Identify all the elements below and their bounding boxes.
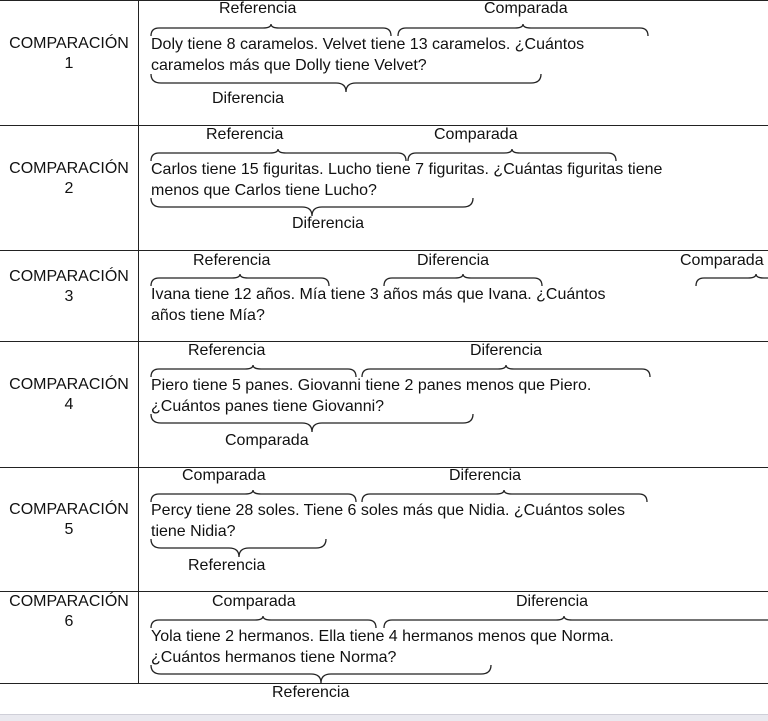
- label-referencia: Referencia: [272, 684, 350, 701]
- row-category: [0, 592, 138, 632]
- row-category: [0, 500, 138, 540]
- label-diferencia: Diferencia: [417, 252, 490, 269]
- brace-comparada: [696, 274, 768, 288]
- problem-line-1: Yola tiene 2 hermanos. Ella tiene 4 hermanos menos que Norma.: [151, 628, 614, 645]
- problem-line-2: ¿Cuántos hermanos tiene Norma?: [151, 649, 397, 666]
- row-divider: [0, 250, 768, 251]
- category-number: 3: [64, 288, 74, 305]
- category-title: COMPARACIÓN: [9, 501, 129, 518]
- row-divider: [0, 0, 768, 1]
- category-number: 6: [64, 613, 74, 630]
- category-title: COMPARACIÓN: [9, 593, 129, 610]
- problem-line-1: Percy tiene 28 soles. Tiene 6 soles más que Nidia. ¿Cuántos soles: [151, 502, 626, 519]
- row-category: [0, 159, 138, 199]
- label-referencia: Referencia: [188, 342, 266, 359]
- label-referencia: Referencia: [188, 557, 266, 574]
- brace-referencia: [151, 665, 491, 685]
- column-divider: [138, 0, 139, 684]
- label-diferencia: Diferencia: [516, 593, 589, 610]
- row-divider: [0, 125, 768, 126]
- label-diferencia: Diferencia: [449, 467, 522, 484]
- brace-referencia: [151, 539, 326, 559]
- label-diferencia: Diferencia: [470, 342, 543, 359]
- row-category: [0, 267, 138, 307]
- problem-line-1: Carlos tiene 15 figuritas. Lucho tiene 7 figuritas. ¿Cuántas figuritas tiene: [151, 161, 663, 178]
- label-comparada: Comparada: [484, 0, 568, 17]
- problem-line-2: tiene Nidia?: [151, 523, 236, 540]
- category-number: 2: [64, 180, 74, 197]
- label-comparada: Comparada: [212, 593, 296, 610]
- label-comparada: Comparada: [680, 252, 764, 269]
- category-title: COMPARACIÓN: [9, 376, 129, 393]
- brace-diferencia: [151, 74, 541, 94]
- category-title: COMPARACIÓN: [9, 160, 129, 177]
- problem-line-1: Doly tiene 8 caramelos. Velvet tiene 13 caramelos. ¿Cuántos: [151, 36, 585, 53]
- label-diferencia: Diferencia: [292, 215, 365, 232]
- row-category: [0, 375, 138, 415]
- label-referencia: Referencia: [219, 0, 297, 17]
- label-comparada: Comparada: [225, 432, 309, 449]
- label-comparada: Comparada: [182, 467, 266, 484]
- category-title: COMPARACIÓN: [9, 35, 129, 52]
- problem-line-2: ¿Cuántos panes tiene Giovanni?: [151, 398, 385, 415]
- row-divider: [0, 467, 768, 468]
- category-number: 4: [64, 396, 74, 413]
- label-referencia: Referencia: [193, 252, 271, 269]
- problem-line-2: caramelos más que Dolly tiene Velvet?: [151, 57, 427, 74]
- row-divider: [0, 341, 768, 342]
- label-comparada: Comparada: [434, 126, 518, 143]
- label-diferencia: Diferencia: [212, 90, 285, 107]
- label-referencia: Referencia: [206, 126, 284, 143]
- problem-line-1: Piero tiene 5 panes. Giovanni tiene 2 panes menos que Piero.: [151, 377, 592, 394]
- problem-line-1: Ivana tiene 12 años. Mía tiene 3 años más que Ivana. ¿Cuántos: [151, 286, 606, 303]
- row-category: [0, 34, 138, 74]
- problem-line-2: menos que Carlos tiene Lucho?: [151, 182, 377, 199]
- category-number: 1: [64, 55, 74, 72]
- brace-comparada: [151, 414, 473, 434]
- category-number: 5: [64, 521, 74, 538]
- problem-line-2: años tiene Mía?: [151, 307, 265, 324]
- category-title: COMPARACIÓN: [9, 268, 129, 285]
